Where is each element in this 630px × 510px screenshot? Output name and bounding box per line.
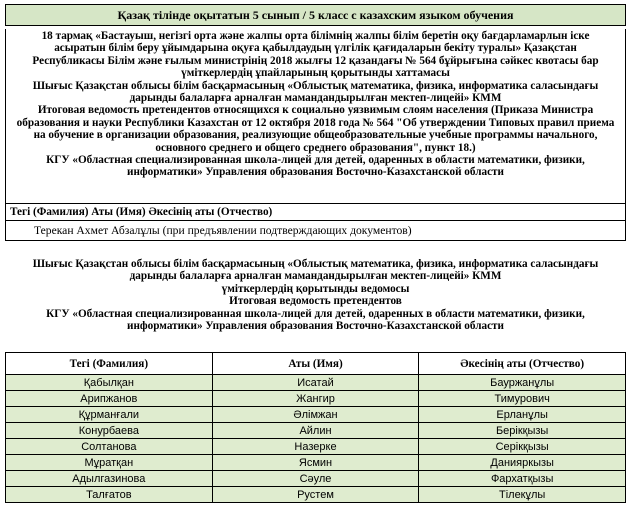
surname-cell[interactable]: Адылгазинова (6, 471, 213, 487)
table-row (6, 391, 626, 407)
header-line: Республикасы Білім және ғылым министрінің 2018 жылғы 12 қазандағы № 564 бұйрығына сәйкес квотасы бар (32, 54, 599, 67)
patronymic-cell[interactable]: Фархатқызы (419, 471, 626, 487)
table-row (6, 487, 626, 503)
header-line: информатики» Управления образования Восточно-Казахстанской области (127, 320, 504, 333)
header-line: үміткерлердің қорытынды ведомосы (221, 282, 410, 295)
header-line: Итоговая ведомость претендентов (229, 295, 402, 308)
table-row (6, 471, 626, 487)
patronymic-cell[interactable]: Тілекұлы (419, 487, 626, 503)
header-block-1 (5, 29, 626, 203)
column-header-surname[interactable]: Тегі (Фамилия) (6, 353, 213, 375)
page-title: Қазақ тілінде оқытатын 5 сынып / 5 класс с казахским языком обучения (5, 4, 626, 26)
surname-cell[interactable]: Құрманғали (6, 407, 213, 423)
column-header-patronymic[interactable]: Әкесінің аты (Отчество) (419, 353, 626, 375)
patronymic-cell[interactable]: Берікқызы (419, 423, 626, 439)
patronymic-cell[interactable]: Ерланұлы (419, 407, 626, 423)
table-row (6, 423, 626, 439)
surname-cell[interactable]: Арипжанов (6, 391, 213, 407)
header-line: Шығыс Қазақстан облысы білім басқармасының «Облыстық математика, физика, информатика саласындағы (32, 79, 599, 92)
name-cell[interactable]: Назерке (212, 439, 419, 455)
header-line: асыратын білім беру ұйымдарына оқуға қабылдаудың үлгілік қағидаларын бекіту туралы» Қазақстан (54, 42, 577, 55)
table-row (6, 407, 626, 423)
patronymic-cell[interactable]: Бауржанұлы (419, 375, 626, 391)
name-cell[interactable]: Рустем (212, 487, 419, 503)
header-line: дарынды балаларға арналған мамандандырылған мектеп-лицейі» КММ (129, 92, 502, 105)
header-line: образования и науки Республики Казахстан от 12 октября 2018 года № 564 "Об утверждении Типовых правил приема (16, 116, 615, 129)
name-cell[interactable]: Ясмин (212, 455, 419, 471)
name-cell[interactable]: Жангир (212, 391, 419, 407)
header-line: 18 тармақ «Бастауыш, негізгі орта және жалпы орта білімнің жалпы білім беретін оқу бағдарламарлын іске (41, 30, 590, 42)
surname-cell[interactable]: Қабылқан (6, 375, 213, 391)
candidates-table (5, 352, 626, 503)
header-line: Итоговая ведомость претендентов относящихся к социально уязвимым слоям населения (Приказа Министра (37, 104, 594, 117)
header-line: основного среднего и общего среднего образования", пункт 18.) (155, 141, 476, 154)
table-row (6, 455, 626, 471)
surname-cell[interactable]: Конурбаева (6, 423, 213, 439)
patronymic-cell[interactable]: Данияркызы (419, 455, 626, 471)
header-block-2 (5, 258, 626, 350)
header-line: үміткерлердің ұпайларының қорытынды хаттамасы (181, 67, 450, 80)
patronymic-cell[interactable]: Серікқызы (419, 439, 626, 455)
column-header-name[interactable]: Аты (Имя) (212, 353, 419, 375)
quota-table-row[interactable]: Терекан Ахмет Абзалұлы (при предъявлении подтверждающих документов) (5, 221, 626, 241)
table-header-row (6, 353, 626, 375)
name-cell[interactable]: Исатай (212, 375, 419, 391)
header-line: на обучение в организации образования, реализующие общеобразовательные учебные программы начального, (33, 129, 598, 142)
header-line: КГУ «Областная специализированная школа-лицей для детей, одаренных в области математики, физики, (46, 154, 585, 167)
header-line: информатики» Управления образования Восточно-Казахстанской области (127, 166, 504, 179)
surname-cell[interactable]: Мұратқан (6, 455, 213, 471)
surname-cell[interactable]: Солтанова (6, 439, 213, 455)
name-cell[interactable]: Айлин (212, 423, 419, 439)
name-cell[interactable]: Әлімжан (212, 407, 419, 423)
header-line: КГУ «Областная специализированная школа-лицей для детей, одаренных в области математики, физики, (46, 307, 585, 320)
patronymic-cell[interactable]: Тимурович (419, 391, 626, 407)
header-line: Шығыс Қазақстан облысы білім басқармасының «Облыстық математика, физика, информатика саласындағы (32, 258, 599, 270)
table-row (6, 439, 626, 455)
quota-table-header: Тегі (Фамилия) Аты (Имя) Әкесінің аты (Отчество) (5, 203, 626, 221)
header-line: дарынды балаларға арналған мамандандырылған мектеп-лицейі» КММ (129, 270, 502, 283)
name-cell[interactable]: Сәуле (212, 471, 419, 487)
surname-cell[interactable]: Талғатов (6, 487, 213, 503)
table-row (6, 375, 626, 391)
